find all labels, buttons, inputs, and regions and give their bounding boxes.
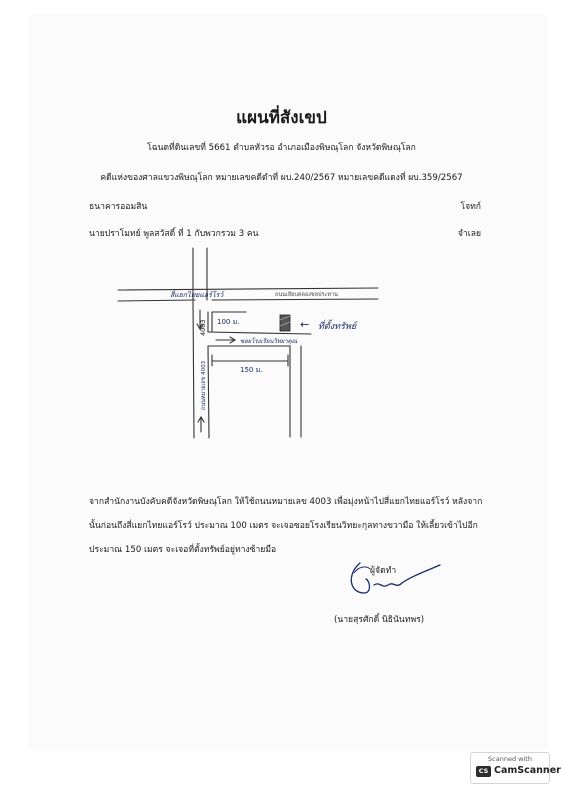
top-road-edge-lower: [118, 299, 378, 301]
directions-line-1: จากสำนักงานบังคับคดีจังหวัดพิษณุโลก ให้ใช้ถนนหมายเลข 4003 เพื่อมุ่งหน้าไปสี่แยกไทยแอร์โรว์ หลังจาก: [89, 497, 483, 507]
scanned-with-text: Scanned with: [488, 755, 532, 763]
soi-label: ซอยโรงเรียนวิทยาคุณ: [240, 338, 298, 345]
camscanner-watermark: [470, 752, 561, 784]
signature-role: ผู้จัดทำ: [370, 566, 397, 576]
road-4003-label: 4003: [199, 319, 207, 336]
directions-line-2: นั้นก่อนถึงสี่แยกไทยแอร์โรว์ ประมาณ 100 เมตร จะเจอซอยโรงเรียนวิทยะกุลทางขวามือ ให้เลี้ยวเข้าไปอีก: [89, 521, 478, 531]
soi-arrow: [216, 337, 235, 343]
signature-name: (นายสุรศักดิ์ นิธินันทพร): [334, 615, 425, 625]
directions-line-3: ประมาณ 150 เมตร จะเจอที่ตั้งทรัพย์อยู่ทางซ้ายมือ: [89, 545, 277, 555]
top-road-edge-upper: [118, 288, 378, 290]
vertical-road-edge-left: [193, 248, 194, 438]
property-label: ที่ตั้งทรัพย์: [318, 322, 357, 332]
handwritten-signature: [340, 553, 450, 605]
distance-150m-label: 150 ม.: [240, 366, 263, 374]
map-title: แผนที่สังเขป: [236, 108, 327, 128]
soi-edge-upper: [208, 332, 311, 334]
road-4003-label-bottom: ถนนหมายเลข 4003: [201, 360, 207, 410]
direction-arrow-up: [198, 417, 204, 432]
case-line: คดีแห่งของศาลแขวงพิษณุโลก หมายเลขคดีดำที่ ผบ.240/2567 หมายเลขคดีแดงที่ ผบ.359/2567: [100, 173, 463, 183]
deed-line: โฉนดที่ดินเลขที่ 5661 ตำบลหัวรอ อำเภอเมืองพิษณุโลก จังหวัดพิษณุโลก: [147, 143, 416, 153]
top-road-label-right: ถนนเลียบคลองชลประทาน: [275, 292, 338, 298]
camscanner-logo-icon: CS: [476, 766, 491, 777]
defendant-role: จำเลย: [457, 229, 481, 239]
plaintiff-name: ธนาคารออมสิน: [89, 202, 148, 212]
distance-100m-label: 100 ม.: [217, 318, 240, 326]
vertical-road-edge-right: [207, 248, 209, 438]
property-marker: [280, 315, 290, 331]
distance-150m-line: [212, 355, 288, 366]
defendant-name: นายปราโมทย์ พูลสวัสดิ์ ที่ 1 กับพวกรวม 3 คน: [89, 229, 259, 239]
camscanner-brand: CamScanner: [494, 765, 561, 776]
property-arrow-icon: ←: [300, 318, 310, 331]
plaintiff-role: โจทก์: [460, 202, 481, 212]
top-road-label: สี่แยกไทยแอร์โรว์: [170, 291, 224, 299]
